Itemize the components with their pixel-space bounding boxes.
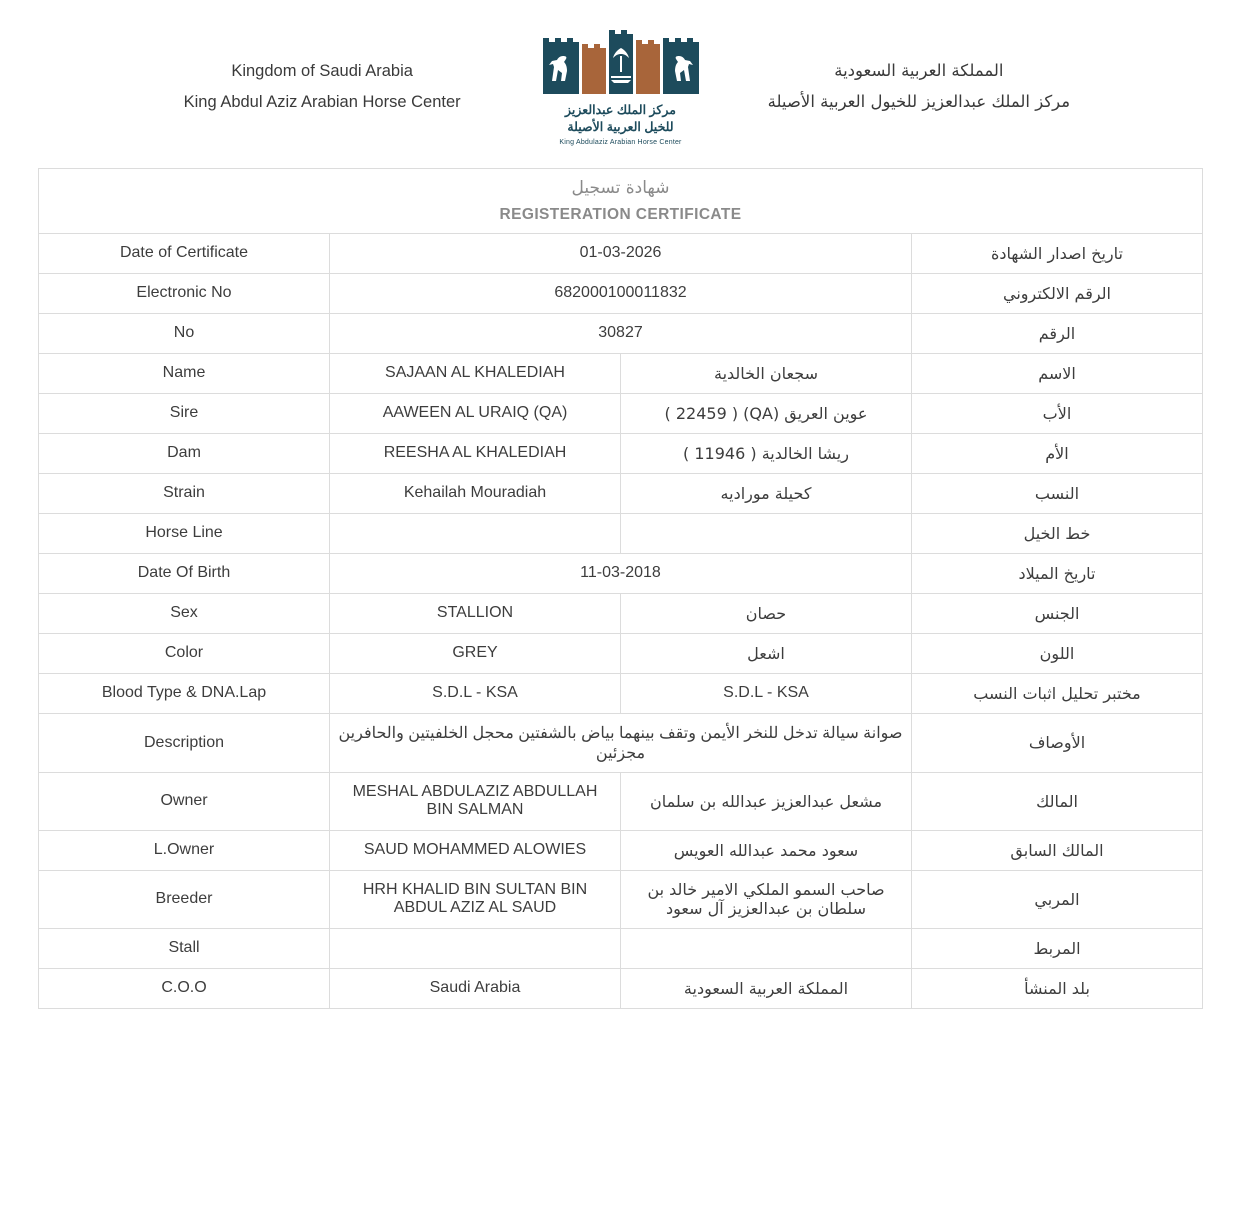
header-arabic-block — [717, 56, 1121, 117]
table-row — [39, 633, 1203, 673]
row-value-en: HRH KHALID BIN SULTAN BIN ABDUL AZIZ AL SAUD — [330, 870, 621, 928]
row-value-merged: 11-03-2018 — [330, 553, 912, 593]
row-value-ar: حصان — [621, 593, 912, 633]
row-value-ar: سجعان الخالدية — [621, 353, 912, 393]
row-value-en — [330, 513, 621, 553]
row-label-ar: الرقم الالكتروني — [912, 273, 1203, 313]
table-row — [39, 968, 1203, 1008]
certificate-body — [39, 168, 1203, 1008]
table-row — [39, 928, 1203, 968]
row-label-en: Color — [39, 633, 330, 673]
table-row — [39, 353, 1203, 393]
certificate-title-cell — [39, 168, 1203, 233]
row-value-ar: ريشا الخالدية ( 11946 ) — [621, 433, 912, 473]
page-header — [0, 0, 1241, 156]
row-value-ar: سعود محمد عبدالله العويس — [621, 830, 912, 870]
row-value-merged: صوانة سيالة تدخل للنخر الأيمن وتقف بينهما بياض بالشفتين محجل الخلفيتين والحافرين مجزئين — [330, 713, 912, 772]
header-en-line1: Kingdom of Saudi Arabia — [231, 62, 413, 81]
row-label-ar: تاريخ اصدار الشهادة — [912, 233, 1203, 273]
header-ar-line1: المملكة العربية السعودية — [834, 61, 1004, 81]
row-label-en: Sex — [39, 593, 330, 633]
row-label-en: Name — [39, 353, 330, 393]
row-label-ar: المالك — [912, 772, 1203, 830]
row-value-en: SAJAAN AL KHALEDIAH — [330, 353, 621, 393]
row-label-ar: مختبر تحليل اثبات النسب — [912, 673, 1203, 713]
row-label-ar: المالك السابق — [912, 830, 1203, 870]
certificate-title-arabic: شهادة تسجيل — [571, 177, 670, 198]
table-row — [39, 513, 1203, 553]
certificate-title-row — [39, 168, 1203, 233]
row-value-ar: عوين العريق (QA) ( 22459 ) — [621, 393, 912, 433]
row-label-ar: المربط — [912, 928, 1203, 968]
row-label-en: Blood Type & DNA.Lap — [39, 673, 330, 713]
table-row — [39, 772, 1203, 830]
table-row — [39, 673, 1203, 713]
row-value-en: REESHA AL KHALEDIAH — [330, 433, 621, 473]
row-value-en — [330, 928, 621, 968]
header-en-line2: King Abdul Aziz Arabian Horse Center — [183, 92, 461, 111]
row-label-ar: بلد المنشأ — [912, 968, 1203, 1008]
table-row — [39, 553, 1203, 593]
row-label-en: Description — [39, 713, 330, 772]
row-label-ar: اللون — [912, 633, 1203, 673]
table-row — [39, 393, 1203, 433]
logo-arabic-text — [565, 102, 676, 136]
row-value-merged: 682000100011832 — [330, 273, 912, 313]
row-value-en: SAUD MOHAMMED ALOWIES — [330, 830, 621, 870]
row-label-en: Stall — [39, 928, 330, 968]
row-label-ar: الاسم — [912, 353, 1203, 393]
logo-mark-icon — [541, 28, 701, 96]
table-row — [39, 473, 1203, 513]
table-row — [39, 313, 1203, 353]
table-row — [39, 273, 1203, 313]
row-label-en: Electronic No — [39, 273, 330, 313]
row-value-ar: كحيلة موراديه — [621, 473, 912, 513]
row-label-ar: الأوصاف — [912, 713, 1203, 772]
row-label-ar: الرقم — [912, 313, 1203, 353]
row-label-ar: النسب — [912, 473, 1203, 513]
logo-ar-line1: مركز الملك عبدالعزيز — [565, 103, 676, 117]
certificate-title-english: REGISTERATION CERTIFICATE — [499, 205, 742, 223]
center-logo — [524, 28, 717, 146]
row-label-en: Date of Certificate — [39, 233, 330, 273]
row-value-ar: صاحب السمو الملكي الامير خالد بن سلطان بن عبدالعزيز آل سعود — [621, 870, 912, 928]
row-value-ar — [621, 513, 912, 553]
table-row — [39, 870, 1203, 928]
row-label-en: L.Owner — [39, 830, 330, 870]
row-value-en: STALLION — [330, 593, 621, 633]
row-value-ar: مشعل عبدالعزيز عبدالله بن سلمان — [621, 772, 912, 830]
row-value-ar: S.D.L - KSA — [621, 673, 912, 713]
row-label-ar: الأب — [912, 393, 1203, 433]
table-row — [39, 433, 1203, 473]
row-value-merged: 01-03-2026 — [330, 233, 912, 273]
row-label-en: Breeder — [39, 870, 330, 928]
row-label-en: C.O.O — [39, 968, 330, 1008]
table-row — [39, 713, 1203, 772]
row-value-ar — [621, 928, 912, 968]
row-label-en: Dam — [39, 433, 330, 473]
header-ar-line2: مركز الملك عبدالعزيز للخيول العربية الأصيلة — [767, 91, 1071, 111]
logo-english-text: King Abdulaziz Arabian Horse Center — [559, 138, 682, 146]
row-label-en: Sire — [39, 393, 330, 433]
row-value-en: S.D.L - KSA — [330, 673, 621, 713]
row-value-en: AAWEEN AL URAIQ (QA) — [330, 393, 621, 433]
table-row — [39, 593, 1203, 633]
row-label-ar: تاريخ الميلاد — [912, 553, 1203, 593]
row-value-en: Saudi Arabia — [330, 968, 621, 1008]
row-value-ar: اشعل — [621, 633, 912, 673]
row-label-en: Date Of Birth — [39, 553, 330, 593]
row-label-ar: خط الخيل — [912, 513, 1203, 553]
row-label-en: Horse Line — [39, 513, 330, 553]
row-label-ar: الأم — [912, 433, 1203, 473]
logo-ar-line2: للخيل العربية الأصيلة — [567, 119, 674, 134]
row-value-merged: 30827 — [330, 313, 912, 353]
table-row — [39, 233, 1203, 273]
row-label-en: Strain — [39, 473, 330, 513]
row-value-en: Kehailah Mouradiah — [330, 473, 621, 513]
row-label-ar: الجنس — [912, 593, 1203, 633]
row-value-en: MESHAL ABDULAZIZ ABDULLAH BIN SALMAN — [330, 772, 621, 830]
row-value-ar: المملكة العربية السعودية — [621, 968, 912, 1008]
row-label-en: No — [39, 313, 330, 353]
registration-certificate-table — [38, 168, 1203, 1009]
row-value-en: GREY — [330, 633, 621, 673]
header-english-block — [120, 56, 524, 117]
row-label-ar: المربي — [912, 870, 1203, 928]
table-row — [39, 830, 1203, 870]
row-label-en: Owner — [39, 772, 330, 830]
